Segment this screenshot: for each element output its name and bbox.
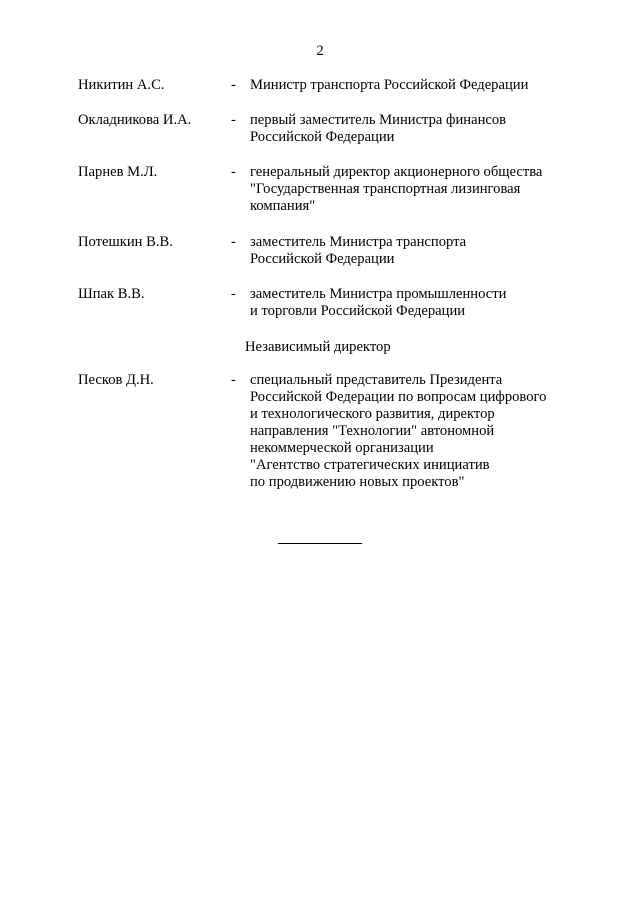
- member-name: Парнев М.Л.: [78, 164, 158, 180]
- role-line: Министр транспорта Российской Федерации: [250, 77, 529, 93]
- role-line: и технологического развития, директор: [250, 406, 495, 422]
- role-line: и торговли Российской Федерации: [250, 303, 466, 319]
- role-line: Российской Федерации: [250, 129, 395, 145]
- member-role: [250, 112, 590, 146]
- section-heading-independent-director: Независимый директор: [245, 339, 391, 355]
- member-role: [250, 372, 590, 491]
- role-line: специальный представитель Президента: [250, 372, 503, 388]
- role-line: генеральный директор акционерного общества: [250, 164, 543, 180]
- role-line: некоммерческой организации: [250, 440, 434, 456]
- member-role: [250, 77, 590, 94]
- member-role: [250, 286, 590, 320]
- member-dash: -: [231, 77, 236, 93]
- role-line: по продвижению новых проектов": [250, 474, 465, 490]
- member-dash: -: [231, 372, 236, 388]
- member-name: Окладникова И.А.: [78, 112, 192, 128]
- role-line: Российской Федерации: [250, 251, 395, 267]
- member-name: Песков Д.Н.: [78, 372, 154, 388]
- end-of-document-rule: [278, 543, 362, 544]
- role-line: "Агентство стратегических инициатив: [250, 457, 490, 473]
- role-line: первый заместитель Министра финансов: [250, 112, 507, 128]
- member-name: Потешкин В.В.: [78, 234, 173, 250]
- member-name: Никитин А.С.: [78, 77, 165, 93]
- member-dash: -: [231, 234, 236, 250]
- role-line: направления "Технологии" автономной: [250, 423, 495, 439]
- member-dash: -: [231, 112, 236, 128]
- member-role: [250, 164, 590, 215]
- page-number: 2: [316, 43, 324, 59]
- role-line: заместитель Министра транспорта: [250, 234, 467, 250]
- role-line: заместитель Министра промышленности: [250, 286, 507, 302]
- role-line: компания": [250, 198, 316, 214]
- role-line: "Государственная транспортная лизинговая: [250, 181, 521, 197]
- member-dash: -: [231, 164, 236, 180]
- role-line: Российской Федерации по вопросам цифрового: [250, 389, 547, 405]
- member-name: Шпак В.В.: [78, 286, 145, 302]
- member-dash: -: [231, 286, 236, 302]
- member-role: [250, 234, 590, 268]
